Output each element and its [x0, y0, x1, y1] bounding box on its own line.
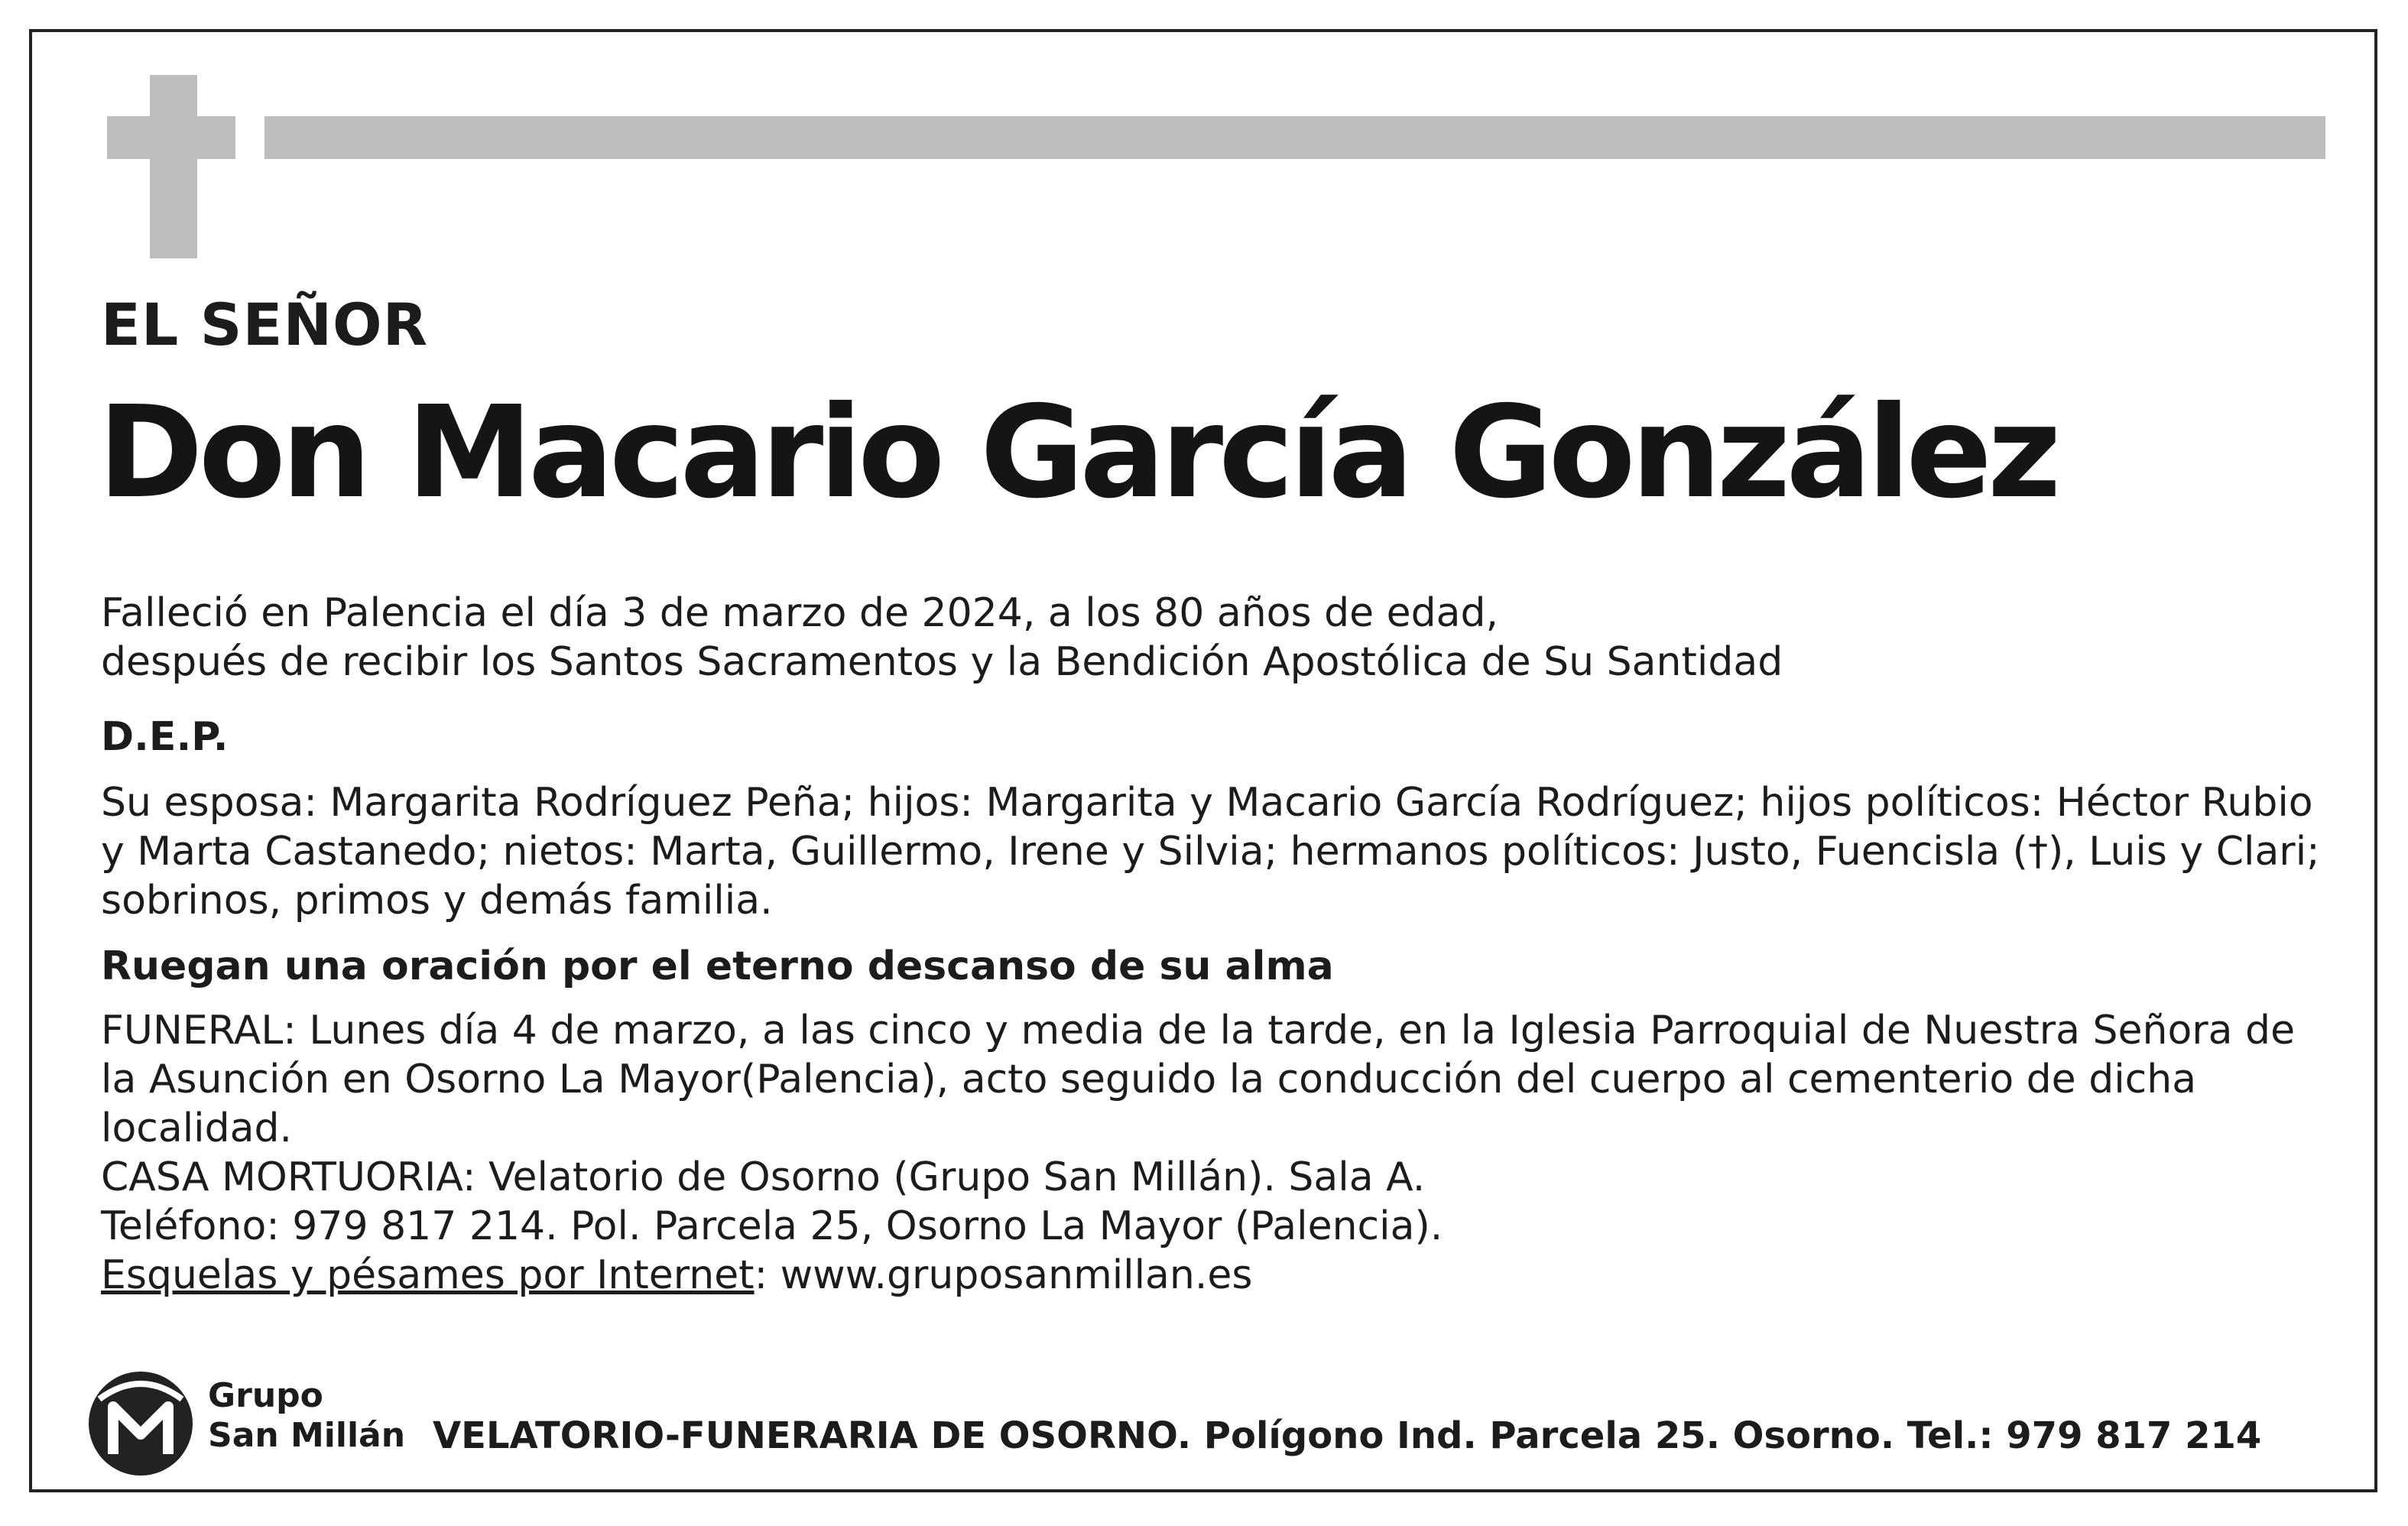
death-notice-line-2: después de recibir los Santos Sacramentos y la Bendición Apostólica de Su Santidad — [101, 639, 1783, 685]
prayer-heading: Ruegan una oración por el eterno descanso de su alma — [101, 943, 1334, 989]
deceased-name: Don Macario García González — [98, 379, 2057, 527]
telefono: Teléfono: 979 817 214. Pol. Parcela 25, Osorno La Mayor (Palencia). — [101, 1203, 1443, 1249]
header-bar — [264, 116, 2325, 159]
footer-address: VELATORIO-FUNERARIA DE OSORNO. Polígono Ind. Parcela 25. Osorno. Tel.: 979 817 214 — [433, 1414, 2262, 1457]
death-notice-line-1: Falleció en Palencia el día 3 de marzo de 2024, a los 80 años de edad, — [101, 590, 1499, 636]
logo-line-2: San Millán — [208, 1416, 406, 1455]
dep-label: D.E.P. — [101, 714, 229, 760]
family-paragraph — [101, 778, 2333, 925]
logo-wordmark — [208, 1376, 405, 1456]
funeral-text: FUNERAL: Lunes día 4 de marzo, a las cinco y media de la tarde, en la Iglesia Parroquial de Nuestra Señora de la Asunción en Osorno La Mayor(Palencia), acto seguido la conducción del cuerpo al cementerio de dicha localidad. — [101, 1008, 2296, 1151]
internet-separator: : — [754, 1252, 768, 1298]
internet-label: Esquelas y pésames por Internet — [101, 1252, 755, 1298]
casa-mortuoria: CASA MORTUORIA: Velatorio de Osorno (Grupo San Millán). Sala A. — [101, 1154, 1426, 1200]
family-text: Su esposa: Margarita Rodríguez Peña; hijos: Margarita y Macario García Rodríguez; hijos políticos: Héctor Rubio y Marta Castanedo; nietos: Marta, Guillermo, Irene y Silvia; hermanos políticos: Justo, Fuencisla (†), Luis y Clari; sobrinos, primos y demás familia. — [101, 780, 2320, 924]
cross-icon-arm — [107, 116, 235, 159]
grupo-san-millan-logo-icon — [86, 1369, 196, 1479]
logo-line-1: Grupo — [208, 1376, 323, 1415]
internet-url: www.gruposanmillan.es — [768, 1252, 1253, 1298]
title-kicker: EL SEÑOR — [101, 291, 429, 359]
death-notice — [101, 589, 2333, 687]
internet-line — [101, 1251, 2333, 1300]
cross-icon — [150, 75, 197, 258]
funeral-details — [101, 1006, 2333, 1300]
